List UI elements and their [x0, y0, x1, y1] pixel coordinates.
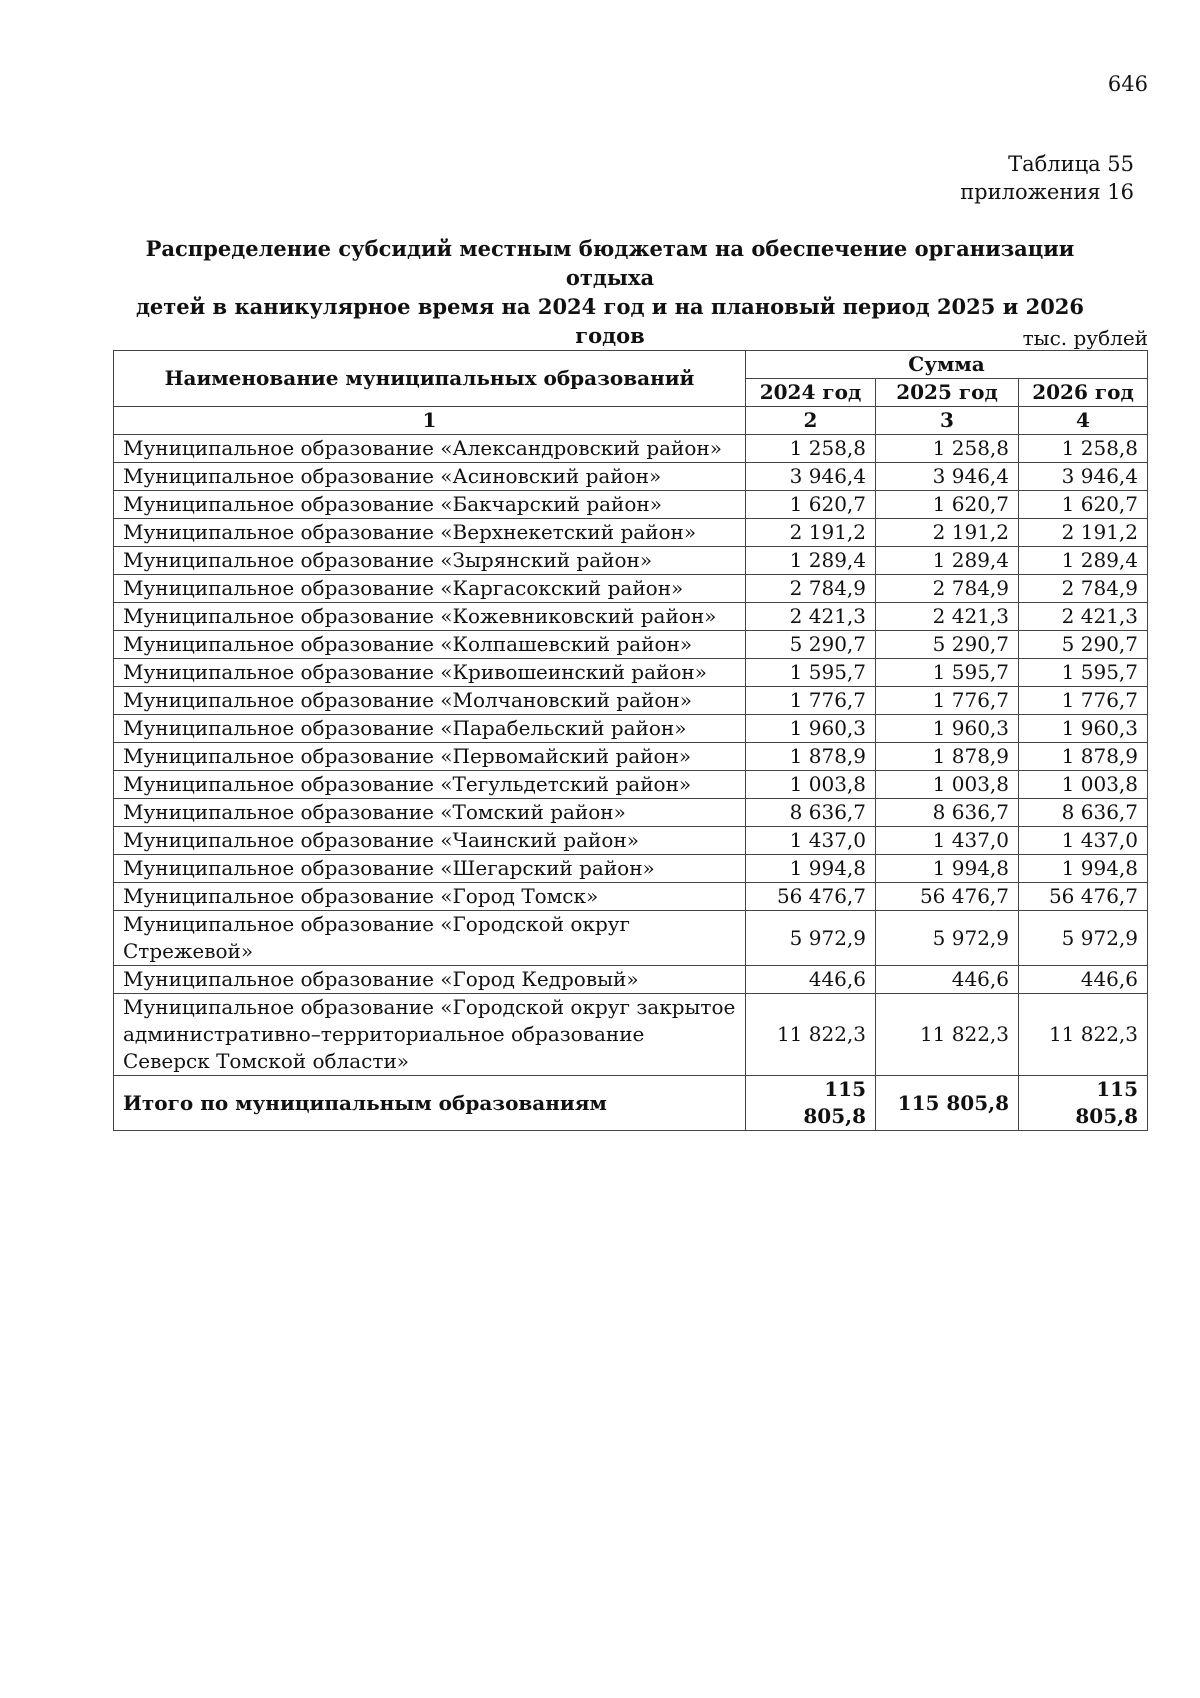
table-row [114, 827, 1148, 855]
amount-2026: 5 972,9 [1019, 911, 1148, 966]
municipality-name: Муниципальное образование «Томский район» [114, 799, 746, 827]
municipality-name: Муниципальное образование «Город Кедровый» [114, 966, 746, 994]
municipality-name: Муниципальное образование «Молчановский район» [114, 687, 746, 715]
amount-2024: 1 960,3 [746, 715, 876, 743]
amount-2026: 1 595,7 [1019, 659, 1148, 687]
amount-2025: 3 946,4 [876, 463, 1019, 491]
header-year-2026: 2026 год [1019, 379, 1148, 407]
amount-2025: 1 776,7 [876, 687, 1019, 715]
municipality-name: Муниципальное образование «Городской округ закрытое административно–территориальное образование Северск Томской области» [114, 994, 746, 1076]
amount-2024: 1 776,7 [746, 687, 876, 715]
municipality-name: Муниципальное образование «Каргасокский район» [114, 575, 746, 603]
table-row [114, 575, 1148, 603]
amount-2024: 1 595,7 [746, 659, 876, 687]
table-row [114, 463, 1148, 491]
amount-2026: 1 258,8 [1019, 435, 1148, 463]
amount-2026: 446,6 [1019, 966, 1148, 994]
column-index: 2 [746, 407, 876, 435]
table-row [114, 603, 1148, 631]
column-index: 3 [876, 407, 1019, 435]
document-title [110, 234, 1110, 350]
amount-2024: 1 620,7 [746, 491, 876, 519]
amount-2025: 1 960,3 [876, 715, 1019, 743]
municipality-name: Муниципальное образование «Верхнекетский район» [114, 519, 746, 547]
amount-2026: 56 476,7 [1019, 883, 1148, 911]
municipality-name: Муниципальное образование «Парабельский район» [114, 715, 746, 743]
municipality-name: Муниципальное образование «Кожевниковский район» [114, 603, 746, 631]
header-year-2025: 2025 год [876, 379, 1019, 407]
amount-2026: 1 960,3 [1019, 715, 1148, 743]
municipality-name: Муниципальное образование «Первомайский район» [114, 743, 746, 771]
title-line1: Распределение субсидий местным бюджетам на обеспечение организации отдыха [145, 236, 1075, 290]
amount-2024: 2 421,3 [746, 603, 876, 631]
header-name: Наименование муниципальных образований [114, 351, 746, 407]
amount-2025: 1 258,8 [876, 435, 1019, 463]
amount-2025: 2 191,2 [876, 519, 1019, 547]
amount-2024: 2 784,9 [746, 575, 876, 603]
amount-2025: 11 822,3 [876, 994, 1019, 1076]
municipality-name: Муниципальное образование «Шегарский район» [114, 855, 746, 883]
amount-2025: 1 878,9 [876, 743, 1019, 771]
amount-2026: 2 191,2 [1019, 519, 1148, 547]
amount-2024: 5 290,7 [746, 631, 876, 659]
table-reference [960, 150, 1134, 206]
table-row [114, 855, 1148, 883]
table-body [114, 435, 1148, 1131]
page-number: 646 [1107, 72, 1148, 96]
amount-2026: 2 421,3 [1019, 603, 1148, 631]
municipality-name: Муниципальное образование «Бакчарский район» [114, 491, 746, 519]
amount-2026: 5 290,7 [1019, 631, 1148, 659]
table-ref-line1: Таблица 55 [1008, 152, 1134, 176]
column-index: 1 [114, 407, 746, 435]
subsidy-table [113, 350, 1148, 1131]
amount-2026: 1 620,7 [1019, 491, 1148, 519]
amount-2026: 1 994,8 [1019, 855, 1148, 883]
total-amount-2026: 115 805,8 [1019, 1076, 1148, 1131]
amount-2025: 2 784,9 [876, 575, 1019, 603]
column-index-row [114, 407, 1148, 435]
amount-2026: 1 437,0 [1019, 827, 1148, 855]
municipality-name: Муниципальное образование «Городской округ Стрежевой» [114, 911, 746, 966]
municipality-name: Муниципальное образование «Колпашевский район» [114, 631, 746, 659]
table-row [114, 771, 1148, 799]
amount-2026: 1 003,8 [1019, 771, 1148, 799]
municipality-name: Муниципальное образование «Город Томск» [114, 883, 746, 911]
table-row [114, 966, 1148, 994]
amount-2024: 1 994,8 [746, 855, 876, 883]
title-line2: детей в каникулярное время на 2024 год и на плановый период 2025 и 2026 годов [135, 294, 1085, 348]
amount-2024: 56 476,7 [746, 883, 876, 911]
units-label: тыс. рублей [1022, 326, 1148, 350]
amount-2025: 2 421,3 [876, 603, 1019, 631]
municipality-name: Муниципальное образование «Асиновский район» [114, 463, 746, 491]
amount-2025: 1 289,4 [876, 547, 1019, 575]
amount-2024: 3 946,4 [746, 463, 876, 491]
header-sum: Сумма [746, 351, 1148, 379]
amount-2026: 2 784,9 [1019, 575, 1148, 603]
amount-2024: 1 878,9 [746, 743, 876, 771]
table-row [114, 799, 1148, 827]
table-row [114, 547, 1148, 575]
amount-2025: 1 437,0 [876, 827, 1019, 855]
amount-2025: 5 290,7 [876, 631, 1019, 659]
amount-2024: 8 636,7 [746, 799, 876, 827]
total-amount-2024: 115 805,8 [746, 1076, 876, 1131]
table-row [114, 631, 1148, 659]
amount-2025: 1 003,8 [876, 771, 1019, 799]
table-row [114, 491, 1148, 519]
amount-2025: 1 620,7 [876, 491, 1019, 519]
municipality-name: Муниципальное образование «Кривошеинский район» [114, 659, 746, 687]
amount-2025: 56 476,7 [876, 883, 1019, 911]
column-index: 4 [1019, 407, 1148, 435]
table-ref-line2: приложения 16 [960, 180, 1134, 204]
total-row [114, 1076, 1148, 1131]
municipality-name: Муниципальное образование «Тегульдетский район» [114, 771, 746, 799]
amount-2024: 1 258,8 [746, 435, 876, 463]
amount-2026: 1 878,9 [1019, 743, 1148, 771]
municipality-name: Муниципальное образование «Александровский район» [114, 435, 746, 463]
amount-2025: 8 636,7 [876, 799, 1019, 827]
table-row [114, 659, 1148, 687]
table-row [114, 994, 1148, 1076]
header-row [114, 351, 1148, 379]
total-label: Итого по муниципальным образованиям [114, 1076, 746, 1131]
amount-2024: 1 437,0 [746, 827, 876, 855]
table-row [114, 715, 1148, 743]
amount-2025: 5 972,9 [876, 911, 1019, 966]
amount-2024: 2 191,2 [746, 519, 876, 547]
amount-2024: 446,6 [746, 966, 876, 994]
table-row [114, 883, 1148, 911]
amount-2025: 446,6 [876, 966, 1019, 994]
amount-2026: 1 776,7 [1019, 687, 1148, 715]
municipality-name: Муниципальное образование «Чаинский район» [114, 827, 746, 855]
total-amount-2025: 115 805,8 [876, 1076, 1019, 1131]
table-row [114, 687, 1148, 715]
amount-2025: 1 595,7 [876, 659, 1019, 687]
header-year-2024: 2024 год [746, 379, 876, 407]
table-row [114, 743, 1148, 771]
table-row [114, 435, 1148, 463]
amount-2024: 1 289,4 [746, 547, 876, 575]
amount-2026: 11 822,3 [1019, 994, 1148, 1076]
amount-2024: 5 972,9 [746, 911, 876, 966]
amount-2026: 3 946,4 [1019, 463, 1148, 491]
table-row [114, 519, 1148, 547]
amount-2025: 1 994,8 [876, 855, 1019, 883]
municipality-name: Муниципальное образование «Зырянский район» [114, 547, 746, 575]
amount-2026: 1 289,4 [1019, 547, 1148, 575]
amount-2024: 11 822,3 [746, 994, 876, 1076]
table-row [114, 911, 1148, 966]
amount-2026: 8 636,7 [1019, 799, 1148, 827]
amount-2024: 1 003,8 [746, 771, 876, 799]
